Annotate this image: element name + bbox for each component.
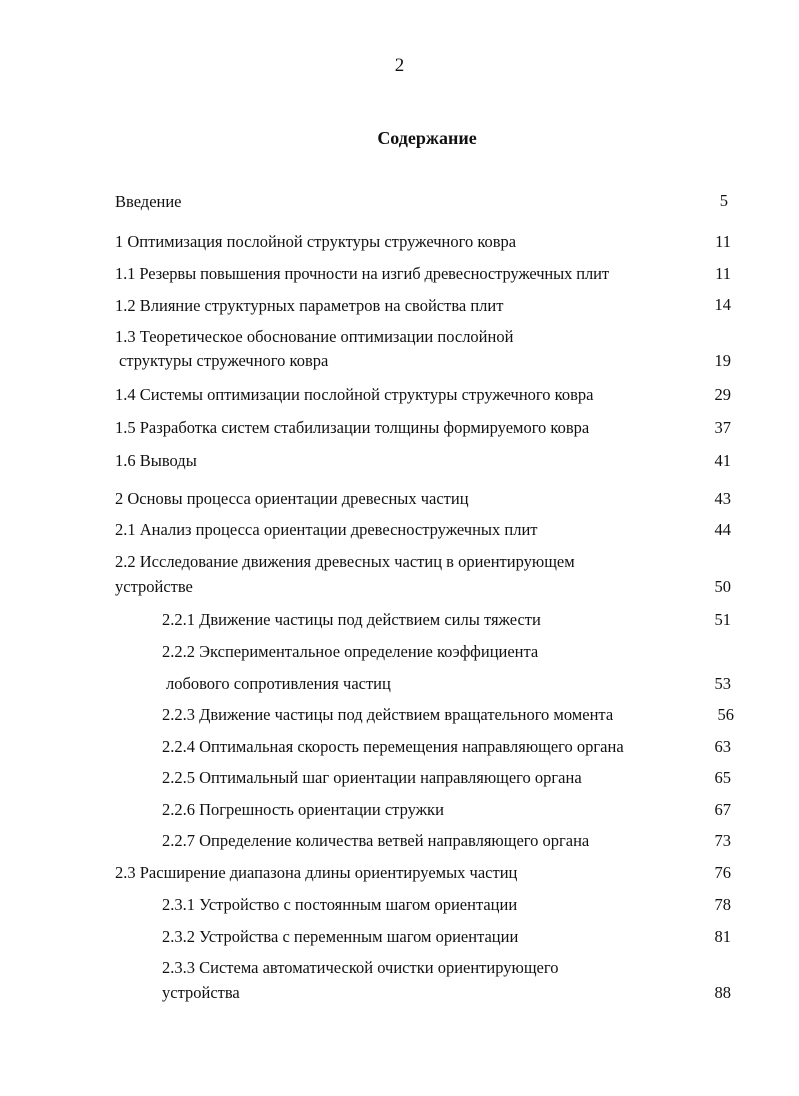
toc-entry-text: 1.5 Разработка систем стабилизации толщины формируемого ковра bbox=[115, 418, 590, 437]
toc-entry-text: 1.2 Влияние структурных параметров на свойства плит bbox=[115, 296, 504, 315]
toc-entry bbox=[115, 325, 513, 349]
toc-entry-page: 76 bbox=[714, 863, 731, 882]
toc-entry bbox=[115, 294, 503, 318]
toc-entry-page: 11 bbox=[715, 232, 731, 251]
toc-entry bbox=[162, 956, 558, 980]
toc-entry-text: 1.6 Выводы bbox=[115, 451, 197, 470]
toc-entry-page: 43 bbox=[714, 489, 731, 508]
toc-entry-page: 53 bbox=[714, 674, 731, 693]
toc-entry-page: 50 bbox=[714, 577, 731, 596]
toc-entry-page: 65 bbox=[714, 768, 731, 787]
toc-entry bbox=[162, 766, 582, 790]
toc-entry bbox=[115, 861, 517, 885]
toc-entry bbox=[115, 262, 609, 286]
toc-entry-text: Введение bbox=[115, 192, 182, 211]
toc-entry-text: 2.2.3 Движение частицы под действием вращательного момента bbox=[162, 705, 614, 724]
toc-entry-continuation bbox=[115, 575, 193, 599]
toc-entry bbox=[115, 416, 589, 440]
toc-entry-text: 2.2.7 Определение количества ветвей направляющего органа bbox=[162, 831, 590, 850]
toc-entry-continuation bbox=[166, 672, 391, 696]
toc-entry-page: 41 bbox=[714, 451, 731, 470]
toc-entry-text: 2.3.1 Устройство с постоянным шагом ориентации bbox=[162, 895, 518, 914]
toc-entry-page: 56 bbox=[717, 705, 734, 724]
toc-entry-text: структуры стружечного ковра bbox=[119, 351, 329, 370]
toc-entry-text: 2.2.5 Оптимальный шаг ориентации направляющего органа bbox=[162, 768, 582, 787]
toc-entry-page: 88 bbox=[714, 983, 731, 1002]
toc-entry-page: 11 bbox=[715, 264, 731, 283]
toc-entry-page: 51 bbox=[714, 610, 731, 629]
toc-entry bbox=[115, 190, 182, 214]
toc-entry bbox=[162, 798, 444, 822]
toc-entry-text: 2.2.4 Оптимальная скорость перемещения направляющего органа bbox=[162, 737, 624, 756]
toc-entry-page: 5 bbox=[719, 191, 728, 210]
toc-entry-text: 2.2.6 Погрешность ориентации стружки bbox=[162, 800, 444, 819]
toc-entry-text: 2.2 Исследование движения древесных частиц в ориентирующем bbox=[115, 552, 575, 571]
toc-entry-page: 67 bbox=[714, 800, 731, 819]
toc-entry-page: 19 bbox=[714, 351, 731, 370]
toc-entry-page: 37 bbox=[714, 418, 731, 437]
toc-title: Содержание bbox=[377, 128, 477, 148]
toc-entry-text: 1.4 Системы оптимизации послойной структуры стружечного ковра bbox=[115, 385, 594, 404]
toc-entry-page: 63 bbox=[714, 737, 731, 756]
toc-entry bbox=[162, 640, 538, 664]
toc-entry-page: 78 bbox=[714, 895, 731, 914]
toc-entry bbox=[162, 735, 624, 759]
toc-entry-text: 2.2.2 Экспериментальное определение коэффициента bbox=[162, 642, 539, 661]
toc-entry-text: устройстве bbox=[115, 577, 193, 596]
toc-entry-text: 2.2.1 Движение частицы под действием силы тяжести bbox=[162, 610, 541, 629]
toc-entry bbox=[115, 383, 593, 407]
toc-entry-text: 2.1 Анализ процесса ориентации древесностружечных плит bbox=[115, 520, 538, 539]
toc-entry-text: 1.1 Резервы повышения прочности на изгиб древесностружечных плит bbox=[115, 264, 610, 283]
toc-entry bbox=[162, 608, 541, 632]
toc-entry bbox=[162, 829, 589, 853]
toc-entry-text: 2.3.2 Устройства с переменным шагом ориентации bbox=[162, 927, 519, 946]
toc-entry-text: лобового сопротивления частиц bbox=[166, 674, 391, 693]
toc-entry bbox=[162, 703, 613, 727]
toc-entry bbox=[115, 230, 516, 254]
toc-entry-text: 2.3 Расширение диапазона длины ориентируемых частиц bbox=[115, 863, 518, 882]
toc-entry-text: 2.3.3 Система автоматической очистки ориентирующего bbox=[162, 958, 559, 977]
toc-entry-page: 73 bbox=[714, 831, 731, 850]
toc-entry bbox=[115, 518, 538, 542]
page-number: 2 bbox=[394, 55, 405, 76]
toc-entry bbox=[115, 487, 469, 511]
toc-entry bbox=[162, 925, 518, 949]
toc-entry-text: 1.3 Теоретическое обоснование оптимизации послойной bbox=[115, 327, 514, 346]
toc-entry-text: 2 Основы процесса ориентации древесных частиц bbox=[115, 489, 469, 508]
toc-entry bbox=[162, 893, 517, 917]
toc-entry-continuation bbox=[119, 349, 328, 373]
toc-entry-page: 81 bbox=[714, 927, 731, 946]
toc-entry-text: 1 Оптимизация послойной структуры стружечного ковра bbox=[115, 232, 517, 251]
toc-entry-page: 29 bbox=[714, 385, 731, 404]
toc-entry-page: 44 bbox=[714, 520, 731, 539]
toc-entry bbox=[115, 550, 575, 574]
toc-entry bbox=[115, 449, 197, 473]
toc-entry-continuation bbox=[162, 981, 240, 1005]
toc-entry-page: 14 bbox=[714, 295, 731, 314]
toc-entry-text: устройства bbox=[162, 983, 240, 1002]
